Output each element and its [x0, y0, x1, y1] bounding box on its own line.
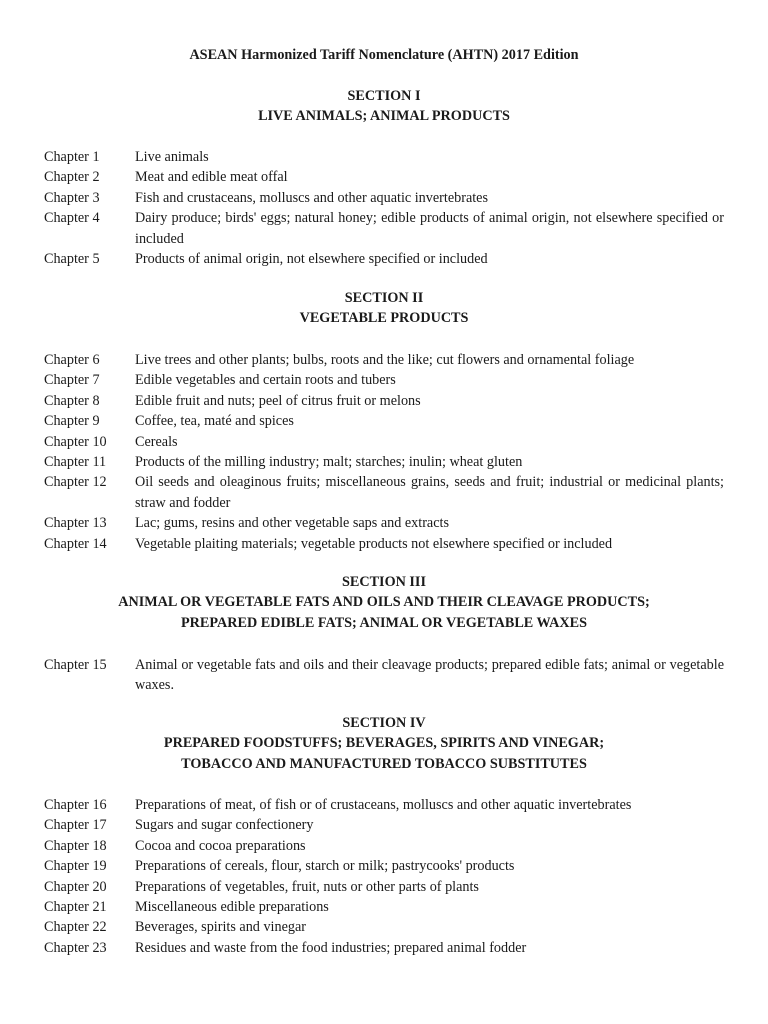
chapter-description: Vegetable plaiting materials; vegetable products not elsewhere specified or included: [135, 535, 613, 552]
chapter-description: Live animals: [135, 149, 209, 165]
chapter-number: Chapter 23: [44, 939, 107, 956]
chapter-description: Products of the milling industry; malt; starches; inulin; wheat gluten: [135, 454, 523, 471]
section-number: SECTION I: [347, 88, 421, 104]
chapter-description: Miscellaneous edible preparations: [135, 899, 329, 916]
chapter-row: [44, 472, 724, 513]
chapter-row: [44, 147, 724, 167]
chapter-description: Residues and waste from the food industries; prepared animal fodder: [135, 939, 527, 956]
chapter-number: Chapter 13: [44, 515, 107, 532]
document-title: ASEAN Harmonized Tariff Nomenclature (AHTN) 2017 Edition: [189, 47, 579, 63]
chapter-row: [44, 815, 724, 835]
chapter-description: Oil seeds and oleaginous fruits; miscellaneous grains, seeds and fruit; industrial or medicinal plants; straw and fodder: [135, 474, 724, 511]
chapter-number: Chapter 15: [44, 657, 107, 673]
chapter-list-section-3: [44, 655, 724, 696]
chapter-row: [44, 208, 724, 249]
section-3: [0, 572, 768, 633]
chapter-row: [44, 897, 724, 917]
chapter-number: Chapter 19: [44, 858, 107, 875]
chapter-row: [44, 513, 724, 533]
chapter-description: Dairy produce; birds' eggs; natural honey; edible products of animal origin, not elsewhere specified or included: [135, 210, 724, 247]
chapter-number: Chapter 17: [44, 817, 107, 834]
chapter-number: Chapter 4: [44, 210, 100, 227]
chapter-number: Chapter 3: [44, 189, 100, 206]
chapter-list-section-4: [44, 795, 724, 958]
chapter-row: [44, 836, 724, 856]
chapter-row: [44, 655, 724, 696]
chapter-row: [44, 917, 724, 937]
chapter-description: Edible vegetables and certain roots and tubers: [135, 372, 396, 389]
chapter-row: [44, 167, 724, 187]
chapter-description: Meat and edible meat offal: [135, 169, 288, 186]
chapter-description: Live trees and other plants; bulbs, roots and the like; cut flowers and ornamental foliage: [135, 352, 635, 368]
chapter-number: Chapter 16: [44, 797, 107, 813]
chapter-description: Products of animal origin, not elsewhere specified or included: [135, 251, 488, 268]
section-heading: PREPARED EDIBLE FATS; ANIMAL OR VEGETABLE WAXES: [181, 614, 587, 631]
chapter-number: Chapter 2: [44, 169, 100, 186]
chapter-description: Preparations of cereals, flour, starch or milk; pastrycooks' products: [135, 858, 515, 875]
chapter-number: Chapter 21: [44, 899, 107, 916]
section-heading: TOBACCO AND MANUFACTURED TOBACCO SUBSTITUTES: [181, 755, 587, 772]
chapter-number: Chapter 14: [44, 535, 107, 552]
section-heading: LIVE ANIMALS; ANIMAL PRODUCTS: [258, 108, 510, 125]
section-number: SECTION III: [342, 574, 426, 590]
chapter-description: Fish and crustaceans, molluscs and other aquatic invertebrates: [135, 189, 488, 206]
chapter-description: Preparations of meat, of fish or of crustaceans, molluscs and other aquatic invertebrates: [135, 797, 632, 813]
chapter-number: Chapter 12: [44, 474, 107, 491]
chapter-row: [44, 795, 724, 815]
section-number: SECTION II: [344, 290, 424, 306]
chapter-number: Chapter 7: [44, 372, 100, 389]
chapter-number: Chapter 9: [44, 413, 100, 430]
chapter-number: Chapter 22: [44, 919, 107, 936]
section-number: SECTION IV: [342, 715, 426, 731]
chapter-row: [44, 188, 724, 208]
chapter-number: Chapter 10: [44, 433, 107, 450]
chapter-description: Animal or vegetable fats and oils and their cleavage products; prepared edible fats; animal or vegetable waxes.: [135, 657, 724, 694]
chapter-list-section-1: [44, 147, 724, 269]
chapter-description: Cocoa and cocoa preparations: [135, 837, 306, 854]
chapter-description: Beverages, spirits and vinegar: [135, 919, 306, 936]
chapter-description: Preparations of vegetables, fruit, nuts or other parts of plants: [135, 878, 479, 895]
chapter-description: Coffee, tea, maté and spices: [135, 413, 294, 430]
chapter-number: Chapter 20: [44, 878, 107, 895]
chapter-number: Chapter 11: [44, 454, 107, 471]
section-1: [0, 86, 768, 127]
chapter-row: [44, 411, 724, 431]
chapter-row: [44, 452, 724, 472]
chapter-row: [44, 370, 724, 390]
chapter-number: Chapter 6: [44, 352, 100, 368]
chapter-row: [44, 249, 724, 269]
chapter-description: Lac; gums, resins and other vegetable saps and extracts: [135, 515, 449, 532]
chapter-number: Chapter 18: [44, 837, 107, 854]
section-heading: ANIMAL OR VEGETABLE FATS AND OILS AND THEIR CLEAVAGE PRODUCTS;: [118, 594, 650, 611]
chapter-row: [44, 350, 724, 370]
chapter-description: Cereals: [135, 433, 178, 450]
chapter-row: [44, 856, 724, 876]
chapter-description: Edible fruit and nuts; peel of citrus fruit or melons: [135, 392, 421, 409]
chapter-number: Chapter 8: [44, 392, 100, 409]
chapter-row: [44, 391, 724, 411]
chapter-row: [44, 534, 724, 554]
chapter-list-section-2: [44, 350, 724, 554]
chapter-row: [44, 938, 724, 958]
chapter-row: [44, 877, 724, 897]
section-heading: PREPARED FOODSTUFFS; BEVERAGES, SPIRITS AND VINEGAR;: [163, 735, 605, 752]
section-heading: VEGETABLE PRODUCTS: [299, 310, 469, 327]
chapter-number: Chapter 5: [44, 251, 100, 268]
chapter-number: Chapter 1: [44, 149, 100, 165]
chapter-row: [44, 432, 724, 452]
chapter-description: Sugars and sugar confectionery: [135, 817, 314, 834]
section-2: [0, 288, 768, 329]
section-4: [0, 713, 768, 774]
